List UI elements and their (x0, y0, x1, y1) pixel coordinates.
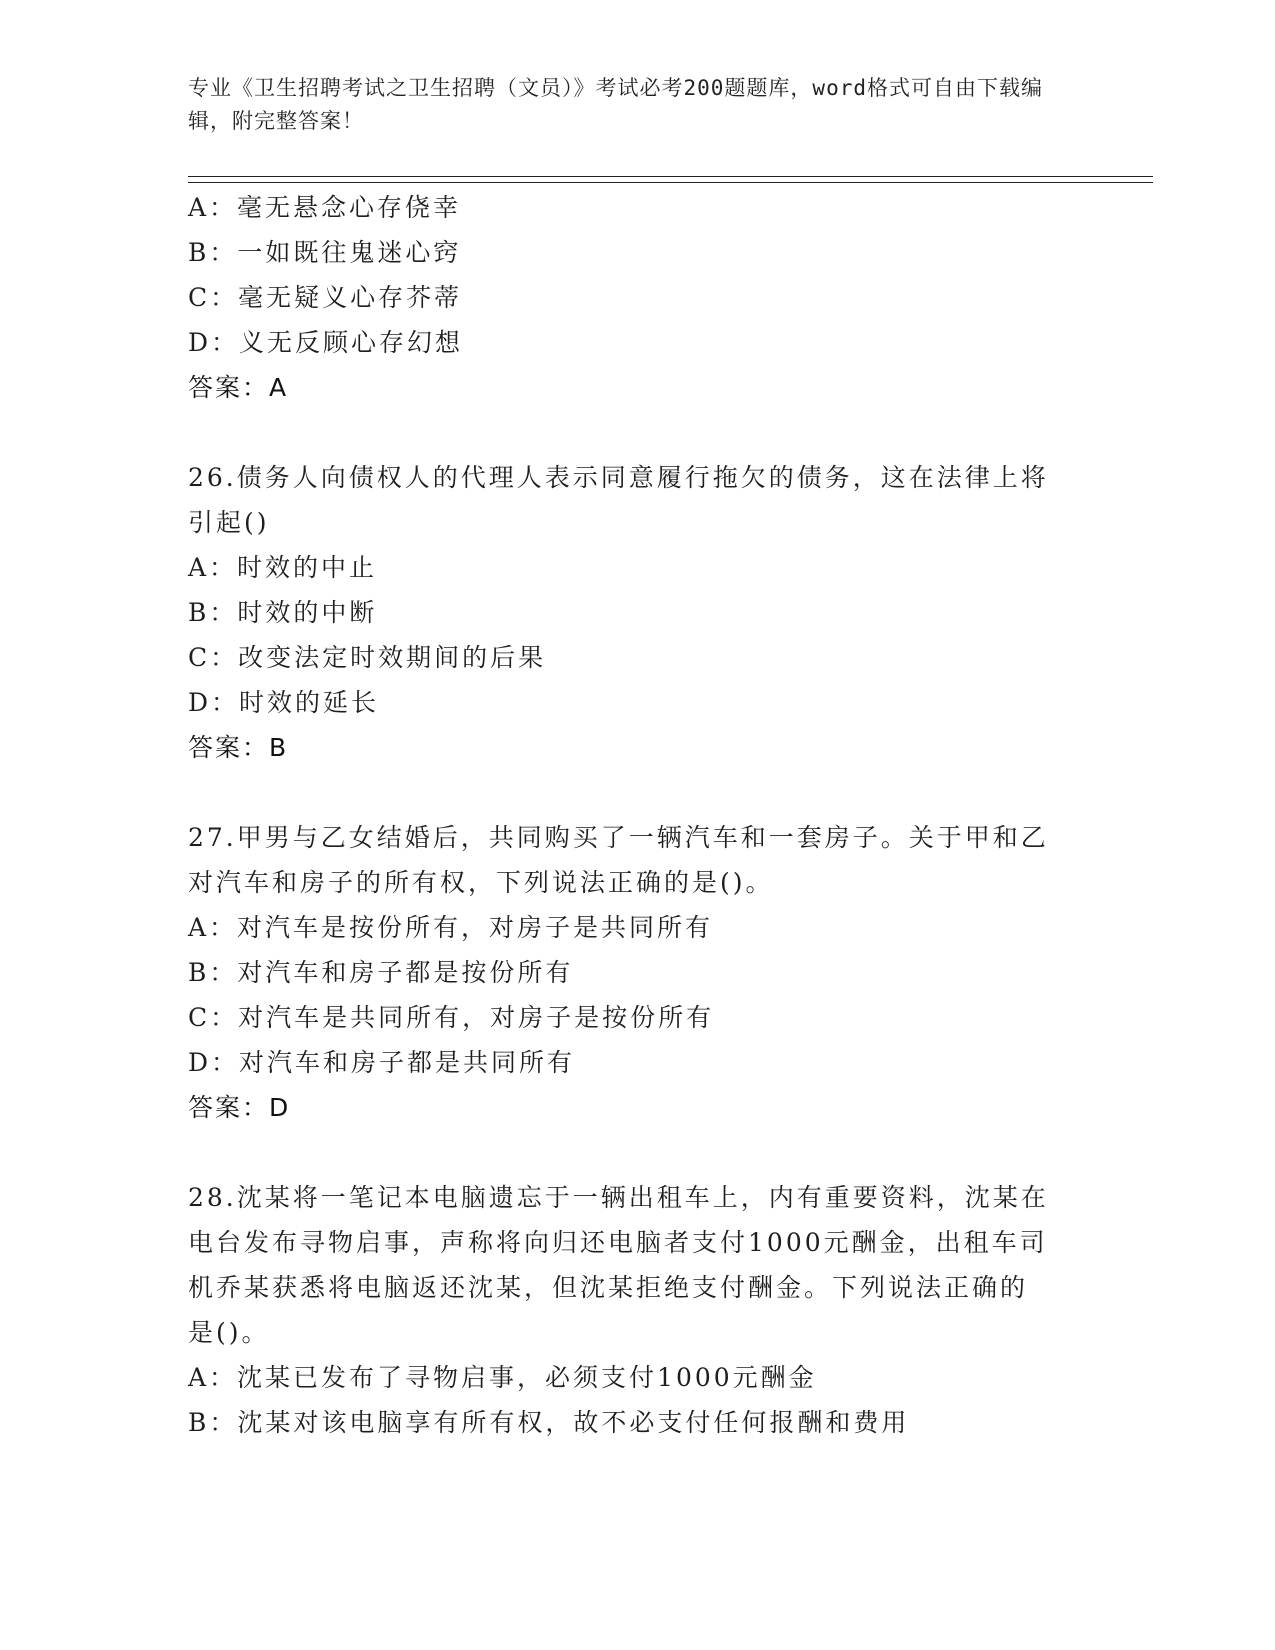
header-divider-bottom (188, 182, 1153, 183)
q25-option-c: C：毫无疑义心存芥蒂 (188, 283, 463, 312)
q25-option-d: D：义无反顾心存幻想 (188, 328, 464, 357)
header-divider-top (188, 176, 1153, 177)
q27-option-b: B：对汽车和房子都是按份所有 (188, 958, 574, 987)
q25-answer: 答案：A (188, 373, 289, 402)
q26-stem-line1: 26.债务人向债权人的代理人表示同意履行拖欠的债务，这在法律上将 (188, 463, 1049, 492)
q27-answer: 答案：D (188, 1093, 291, 1122)
q26-option-a: A：时效的中止 (188, 553, 378, 582)
q28-option-b: B：沈某对该电脑享有所有权，故不必支付任何报酬和费用 (188, 1408, 910, 1437)
q25-option-a: A：毫无悬念心存侥幸 (188, 193, 462, 222)
q26-option-b: B：时效的中断 (188, 598, 378, 627)
q26-stem-line2: 引起() (188, 508, 270, 537)
q25-option-b: B：一如既往鬼迷心窍 (188, 238, 462, 267)
q28-stem-line4: 是()。 (188, 1318, 270, 1347)
q27-option-d: D：对汽车和房子都是共同所有 (188, 1048, 576, 1077)
q28-stem-line2: 电台发布寻物启事，声称将向归还电脑者支付1000元酬金，出租车司 (188, 1228, 1048, 1257)
q27-stem-line1: 27.甲男与乙女结婚后，共同购买了一辆汽车和一套房子。关于甲和乙 (188, 823, 1049, 852)
q27-option-a: A：对汽车是按份所有，对房子是共同所有 (188, 913, 714, 942)
q26-option-d: D：时效的延长 (188, 688, 380, 717)
q26-answer: 答案：B (188, 733, 289, 762)
q26-option-c: C：改变法定时效期间的后果 (188, 643, 547, 672)
q27-option-c: C：对汽车是共同所有，对房子是按份所有 (188, 1003, 715, 1032)
q28-stem-line1: 28.沈某将一笔记本电脑遗忘于一辆出租车上，内有重要资料，沈某在 (188, 1183, 1049, 1212)
q27-stem-line2: 对汽车和房子的所有权，下列说法正确的是()。 (188, 868, 774, 897)
q28-stem-line3: 机乔某获悉将电脑返还沈某，但沈某拒绝支付酬金。下列说法正确的 (188, 1273, 1029, 1302)
q28-option-a: A：沈某已发布了寻物启事，必须支付1000元酬金 (188, 1363, 817, 1392)
document-header: 专业《卫生招聘考试之卫生招聘（文员）》考试必考200题题库，word格式可自由下载编辑，附完整答案！ (188, 76, 1043, 133)
